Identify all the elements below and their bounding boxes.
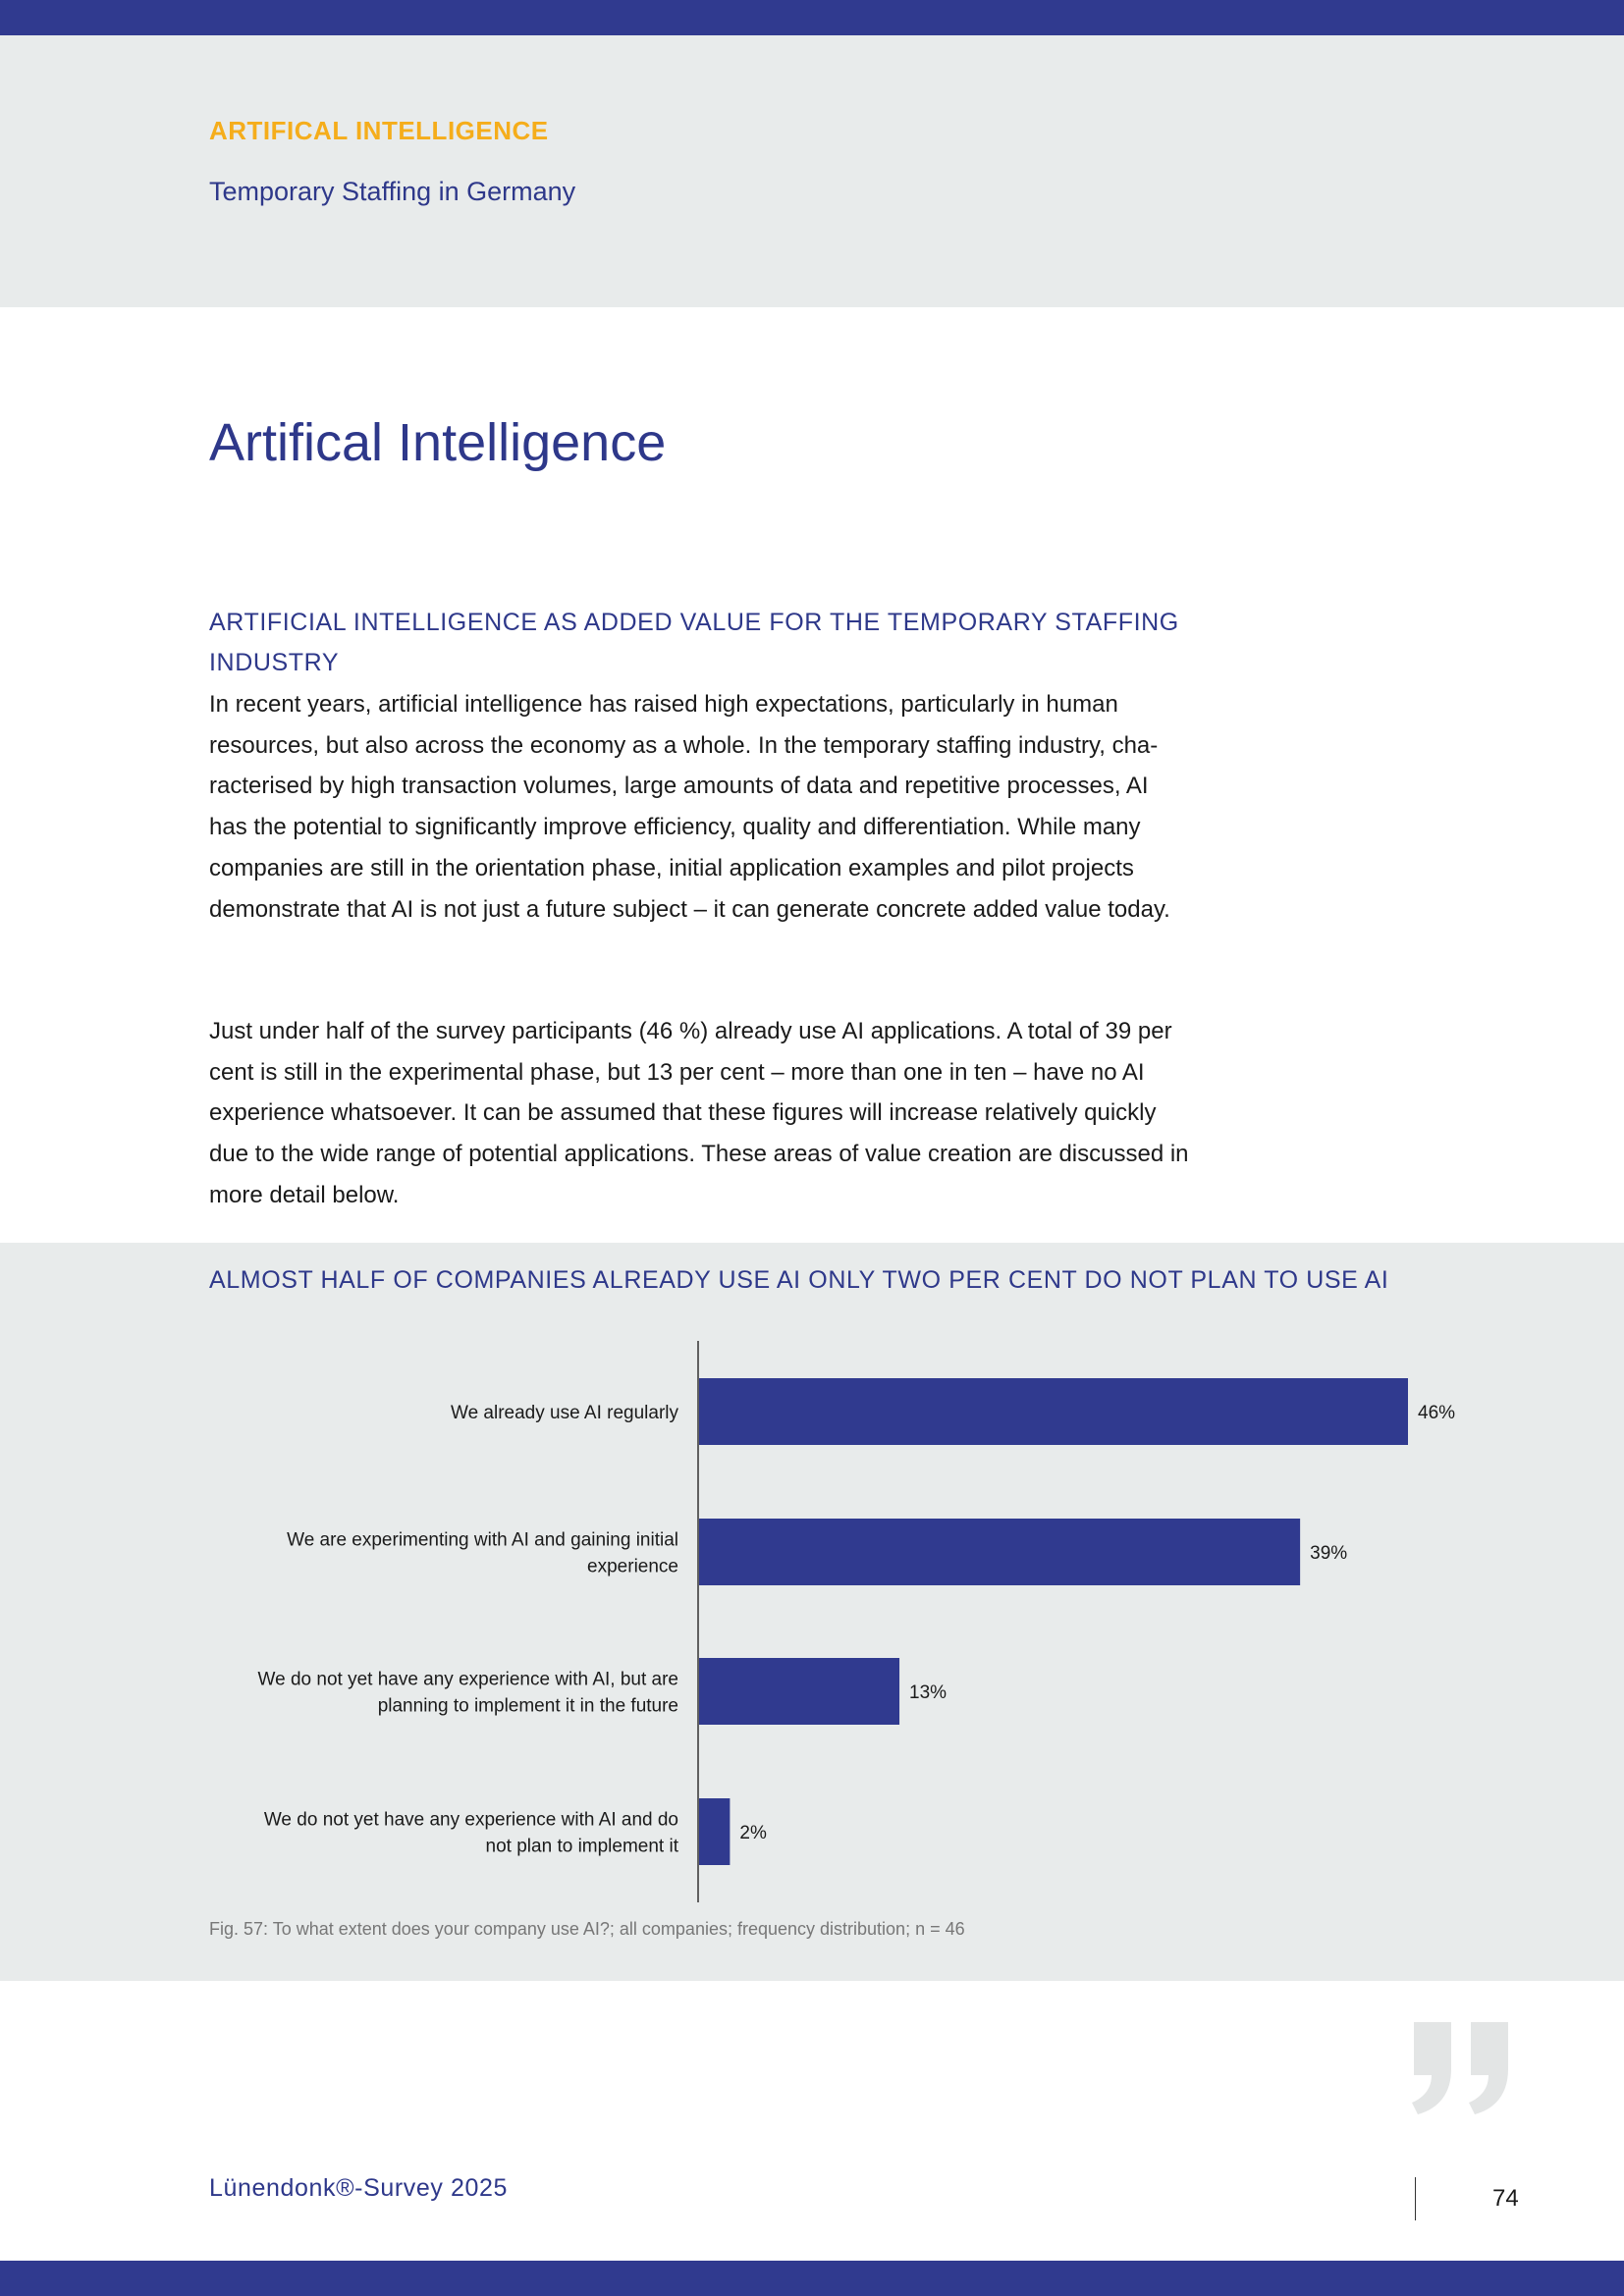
category-label-line: We already use AI regularly [451,1403,678,1423]
data-label-3: 13% [909,1682,947,1703]
bar-3 [699,1658,899,1725]
report-subtitle: Temporary Staffing in Germany [209,177,576,206]
category-label-line: planning to implement it in the future [377,1695,678,1717]
page-number: 74 [1492,2185,1519,2212]
section-kicker: ARTIFICAL INTELLIGENCE [209,116,549,145]
category-label-line: not plan to implement it [485,1836,678,1857]
category-label-line: We are experimenting with AI and gaining initial [287,1529,678,1551]
footer-divider [1415,2177,1416,2220]
data-label-4: 2% [739,1823,767,1843]
section-heading: ARTIFICIAL INTELLIGENCE AS ADDED VALUE FOR THE TEMPORARY STAFFING INDUSTRY [209,609,1179,676]
chart-title: ALMOST HALF OF COMPANIES ALREADY USE AI ONLY TWO PER CENT DO NOT PLAN TO USE AI [209,1266,1389,1294]
bar-4 [699,1798,730,1865]
data-label-1: 46% [1418,1403,1456,1423]
figure-caption: Fig. 57: To what extent does your company use AI?; all companies; frequency distribution; n = 46 [209,1919,965,1939]
category-label-2 [287,1530,678,1577]
category-label-line: experience [587,1556,678,1577]
page-title: Artifical Intelligence [209,413,667,472]
body-paragraph-2: Just under half of the survey participants (46 %) already use AI applications. A total of 39 per cent is still in the experimental phase, but 13 per cent – more than one in ten – have no AI experience whatsoever. It can be assumed that these figures will increase relatively quickly due to the wide range of potential applications. These areas of value creation are discussed in more detail below. [209,1018,1189,1208]
body-paragraph-1: In recent years, artificial intelligence has raised high expectations, particularly in human resources, but also across the economy as a whole. In the temporary staffing industry, characterised by high transaction volumes, large amounts of data and repetitive processes, AI has the potential to significantly improve efficiency, quality and differentiation. While many companies are still in the orientation phase, initial application examples and pilot projects demonstrate that AI is not just a future subject – it can generate concrete added value today. [209,691,1170,923]
closing-quote-icon [1404,2012,1522,2120]
category-label-line: We do not yet have any experience with AI, but are [257,1669,678,1690]
category-label-4 [264,1810,679,1857]
footer-brand: Lünendonk®-Survey 2025 [209,2174,509,2202]
bar-2 [699,1519,1300,1585]
category-label-3 [258,1670,678,1717]
bottom-bar [0,2261,1624,2296]
data-label-2: 39% [1310,1543,1348,1564]
category-label-1 [451,1403,678,1423]
category-label-line: We do not yet have any experience with AI and do [263,1809,678,1831]
bar-1 [699,1378,1408,1445]
